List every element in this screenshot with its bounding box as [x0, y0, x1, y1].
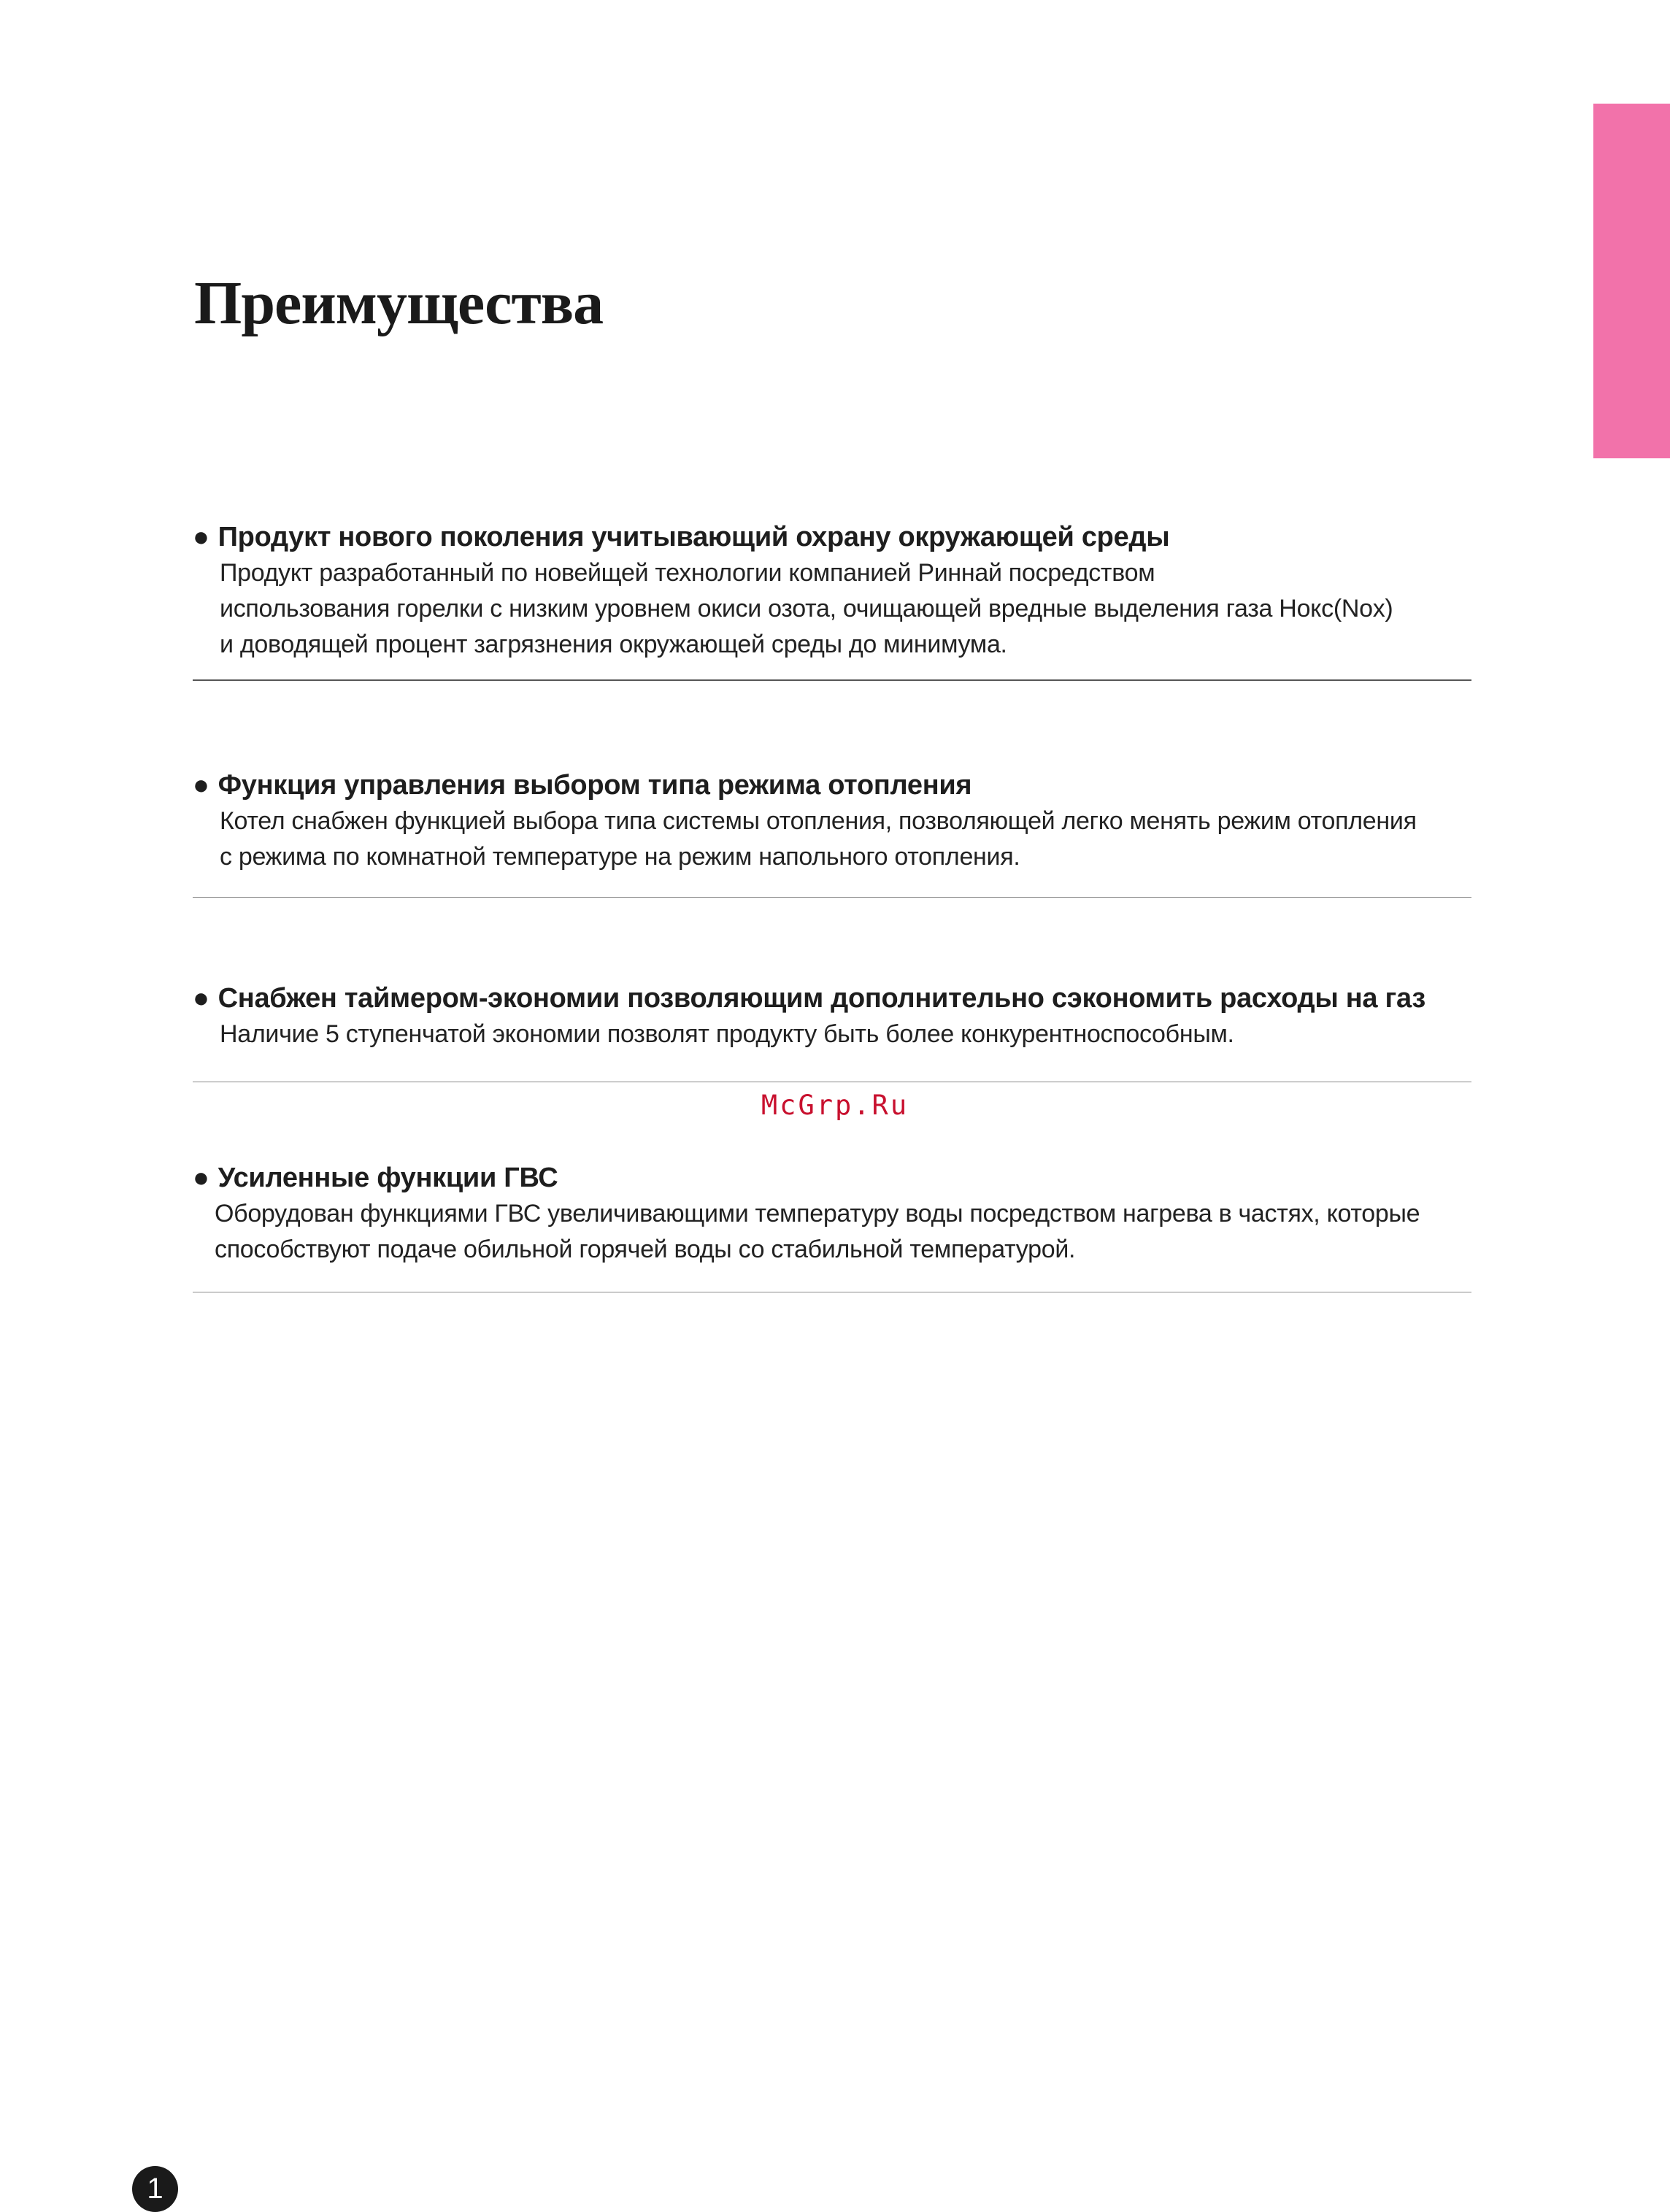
- section-title-text: Функция управления выбором типа режима отопления: [218, 770, 972, 801]
- body-line: использования горелки с низким уровнем окиси озота, очищающей вредные выделения газа Нокс(Nox): [220, 595, 1393, 623]
- body-line: способствуют подаче обильной горячей воды со стабильной температурой.: [215, 1236, 1076, 1263]
- section-title: [193, 1160, 1471, 1196]
- section-divider: [193, 897, 1471, 898]
- section-eco-product: [193, 519, 1471, 663]
- section-body: [193, 555, 1471, 663]
- page-number: 1: [132, 2166, 178, 2212]
- body-line: и доводящей процент загрязнения окружающей среды до минимума.: [220, 631, 1007, 658]
- section-title: [193, 767, 1471, 804]
- section-economy-timer: [193, 980, 1471, 1052]
- bullet-icon: ●: [193, 983, 209, 1014]
- section-body: [193, 1017, 1471, 1052]
- section-hot-water: [193, 1160, 1471, 1268]
- section-title: [193, 519, 1471, 555]
- section-color-tab: [1593, 104, 1670, 458]
- section-title-text: Снабжен таймером-экономии позволяющим дополнительно сэкономить расходы на газ: [218, 983, 1425, 1014]
- body-line: Оборудован функциями ГВС увеличивающими температуру воды посредством нагрева в частях, которые: [215, 1200, 1420, 1228]
- bullet-icon: ●: [193, 1163, 209, 1193]
- bullet-icon: ●: [193, 522, 209, 552]
- page-title: Преимущества: [194, 269, 604, 337]
- body-line: Продукт разработанный по новейщей технологии компанией Риннай посредством: [220, 559, 1155, 587]
- section-title: [193, 980, 1471, 1017]
- body-line: Наличие 5 ступенчатой экономии позволят продукту быть более конкурентноспособным.: [220, 1020, 1234, 1048]
- watermark: McGrp.Ru: [761, 1090, 909, 1121]
- body-line: с режима по комнатной температуре на режим напольного отопления.: [220, 843, 1020, 871]
- body-line: Котел снабжен функцией выбора типа системы отопления, позволяющей легко менять режим отопления: [220, 807, 1417, 835]
- section-body: [193, 804, 1471, 875]
- section-title-text: Продукт нового поколения учитывающий охрану окружающей среды: [218, 522, 1170, 552]
- section-heating-mode: [193, 767, 1471, 875]
- section-divider: [193, 679, 1471, 681]
- section-title-text: Усиленные функции ГВС: [218, 1163, 558, 1193]
- bullet-icon: ●: [193, 770, 209, 801]
- section-body: [193, 1196, 1471, 1268]
